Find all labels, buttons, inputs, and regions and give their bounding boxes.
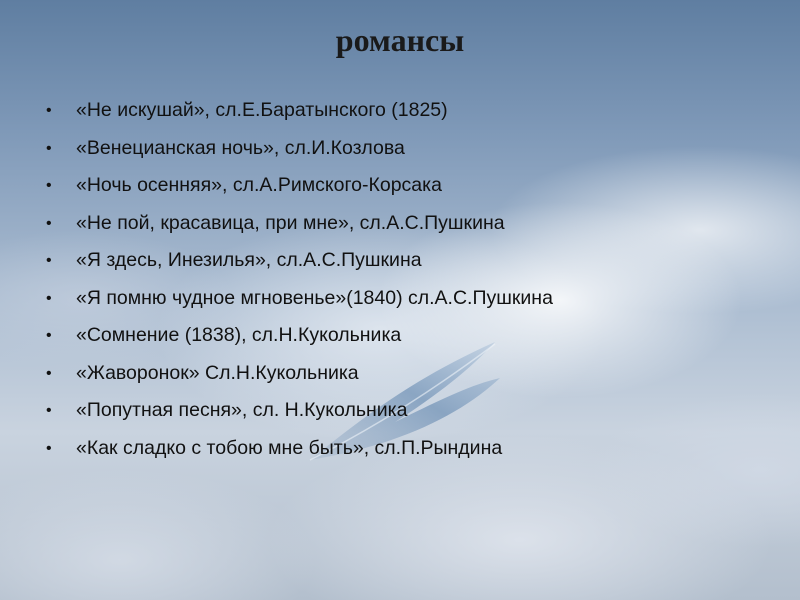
- romance-list: [42, 92, 782, 467]
- list-item-text: «Как сладко с тобою мне быть», сл.П.Рындина: [76, 436, 503, 459]
- list-item: [42, 430, 782, 468]
- list-item-text: «Я здесь, Инезилья», сл.А.С.Пушкина: [76, 249, 422, 271]
- bullet-icon: •: [46, 364, 52, 382]
- bullet-icon: •: [46, 252, 52, 269]
- list-item-text: «Ночь осенняя», сл.А.Римского-Корсака: [76, 174, 442, 196]
- slide-title: романсы: [335, 22, 465, 58]
- bullet-icon: •: [46, 289, 52, 307]
- list-item: [42, 392, 782, 430]
- bullet-icon: •: [46, 102, 52, 119]
- list-item-text: «Не искушай», сл.Е.Баратынского (1825): [76, 99, 448, 121]
- bullet-icon: •: [46, 402, 52, 419]
- list-item-text: «Я помню чудное мгновенье»(1840) сл.А.С.Пушкина: [76, 286, 553, 309]
- bullet-icon: •: [46, 177, 52, 194]
- list-item: [42, 280, 782, 318]
- list-item-text: «Жаворонок» Сл.Н.Кукольника: [76, 361, 359, 384]
- list-item-text: «Не пой, красавица, при мне», сл.А.С.Пушкина: [76, 211, 505, 234]
- list-item: [42, 92, 782, 130]
- list-item-text: «Венецианская ночь», сл.И.Козлова: [76, 136, 405, 159]
- list-item-text: «Попутная песня», сл. Н.Кукольника: [76, 399, 408, 421]
- list-item: [42, 242, 782, 280]
- bullet-icon: •: [46, 327, 52, 344]
- list-item: [42, 355, 782, 393]
- bullet-icon: •: [46, 214, 52, 232]
- list-item-text: «Сомнение (1838), сл.Н.Кукольника: [76, 324, 402, 346]
- list-item: [42, 205, 782, 243]
- bullet-icon: •: [46, 439, 52, 457]
- list-item: [42, 317, 782, 355]
- list-item: [42, 130, 782, 168]
- list-item: [42, 167, 782, 205]
- bullet-icon: •: [46, 139, 52, 157]
